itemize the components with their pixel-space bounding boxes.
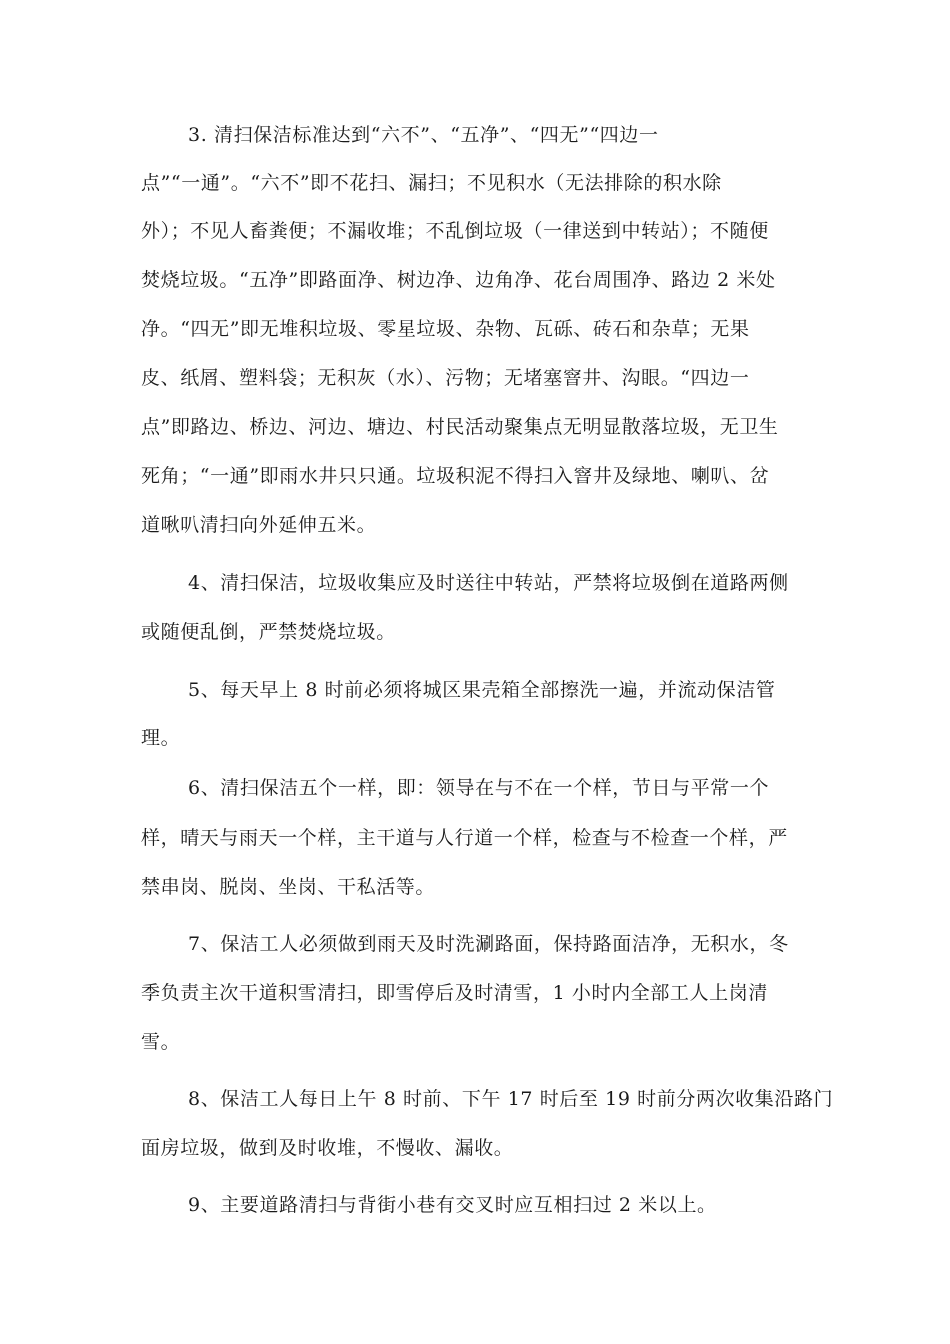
paragraph-6-line-2: 样，晴天与雨天一个样，主干道与人行道一个样，检查与不检查一个样，严 — [141, 827, 788, 849]
paragraph-6-line-3: 禁串岗、脱岗、坐岗、干私活等。 — [141, 876, 436, 898]
paragraph-7-line-2: 季负责主次干道积雪清扫，即雪停后及时清雪，1 小时内全部工人上岗清 — [141, 982, 768, 1004]
paragraph-3-line-6: 皮、纸屑、塑料袋；无积灰（水）、污物；无堵塞窨井、沟眼。“四边一 — [141, 367, 750, 389]
paragraph-3-line-7: 点”即路边、桥边、河边、塘边、村民活动聚集点无明显散落垃圾，无卫生 — [141, 416, 779, 438]
paragraph-6-line-1: 6、清扫保洁五个一样，即：领导在与不在一个样，节日与平常一个 — [188, 777, 770, 799]
paragraph-7-line-3: 雪。 — [141, 1031, 181, 1053]
paragraph-5-line-2: 理。 — [141, 727, 181, 749]
paragraph-5-line-1: 5、每天早上 8 时前必须将城区果壳箱全部擦洗一遍，并流动保洁管 — [188, 679, 776, 701]
paragraph-3-line-3: 外）；不见人畜粪便；不漏收堆；不乱倒垃圾（一律送到中转站）；不随便 — [141, 220, 769, 242]
paragraph-3-line-1: 3. 清扫保洁标准达到“六不”、“五净”、“四无”“四边一 — [188, 124, 659, 146]
paragraph-4-line-2: 或随便乱倒，严禁焚烧垃圾。 — [141, 621, 396, 643]
paragraph-8-line-2: 面房垃圾，做到及时收堆，不慢收、漏收。 — [141, 1137, 514, 1159]
paragraph-4-line-1: 4、清扫保洁，垃圾收集应及时送往中转站，严禁将垃圾倒在道路两侧 — [188, 572, 789, 594]
paragraph-3-line-9: 道啾叭清扫向外延伸五米。 — [141, 514, 377, 536]
paragraph-9-line-1: 9、主要道路清扫与背街小巷有交叉时应互相扫过 2 米以上。 — [188, 1194, 717, 1216]
paragraph-3-line-2: 点”“一通”。“六不”即不花扫、漏扫；不见积水（无法排除的积水除 — [141, 172, 722, 194]
paragraph-8-line-1: 8、保洁工人每日上午 8 时前、下午 17 时后至 19 时前分两次收集沿路门 — [188, 1088, 834, 1110]
paragraph-7-line-1: 7、保洁工人必须做到雨天及时洗涮路面，保持路面洁净，无积水，冬 — [188, 933, 789, 955]
paragraph-3-line-5: 净。“四无”即无堆积垃圾、零星垃圾、杂物、瓦砾、砖石和杂草；无果 — [141, 318, 750, 340]
paragraph-3-line-8: 死角；“一通”即雨水井只只通。垃圾积泥不得扫入窨井及绿地、喇叭、岔 — [141, 465, 770, 487]
paragraph-3-line-4: 焚烧垃圾。“五净”即路面净、树边净、边角净、花台周围净、路边 2 米处 — [141, 269, 776, 291]
